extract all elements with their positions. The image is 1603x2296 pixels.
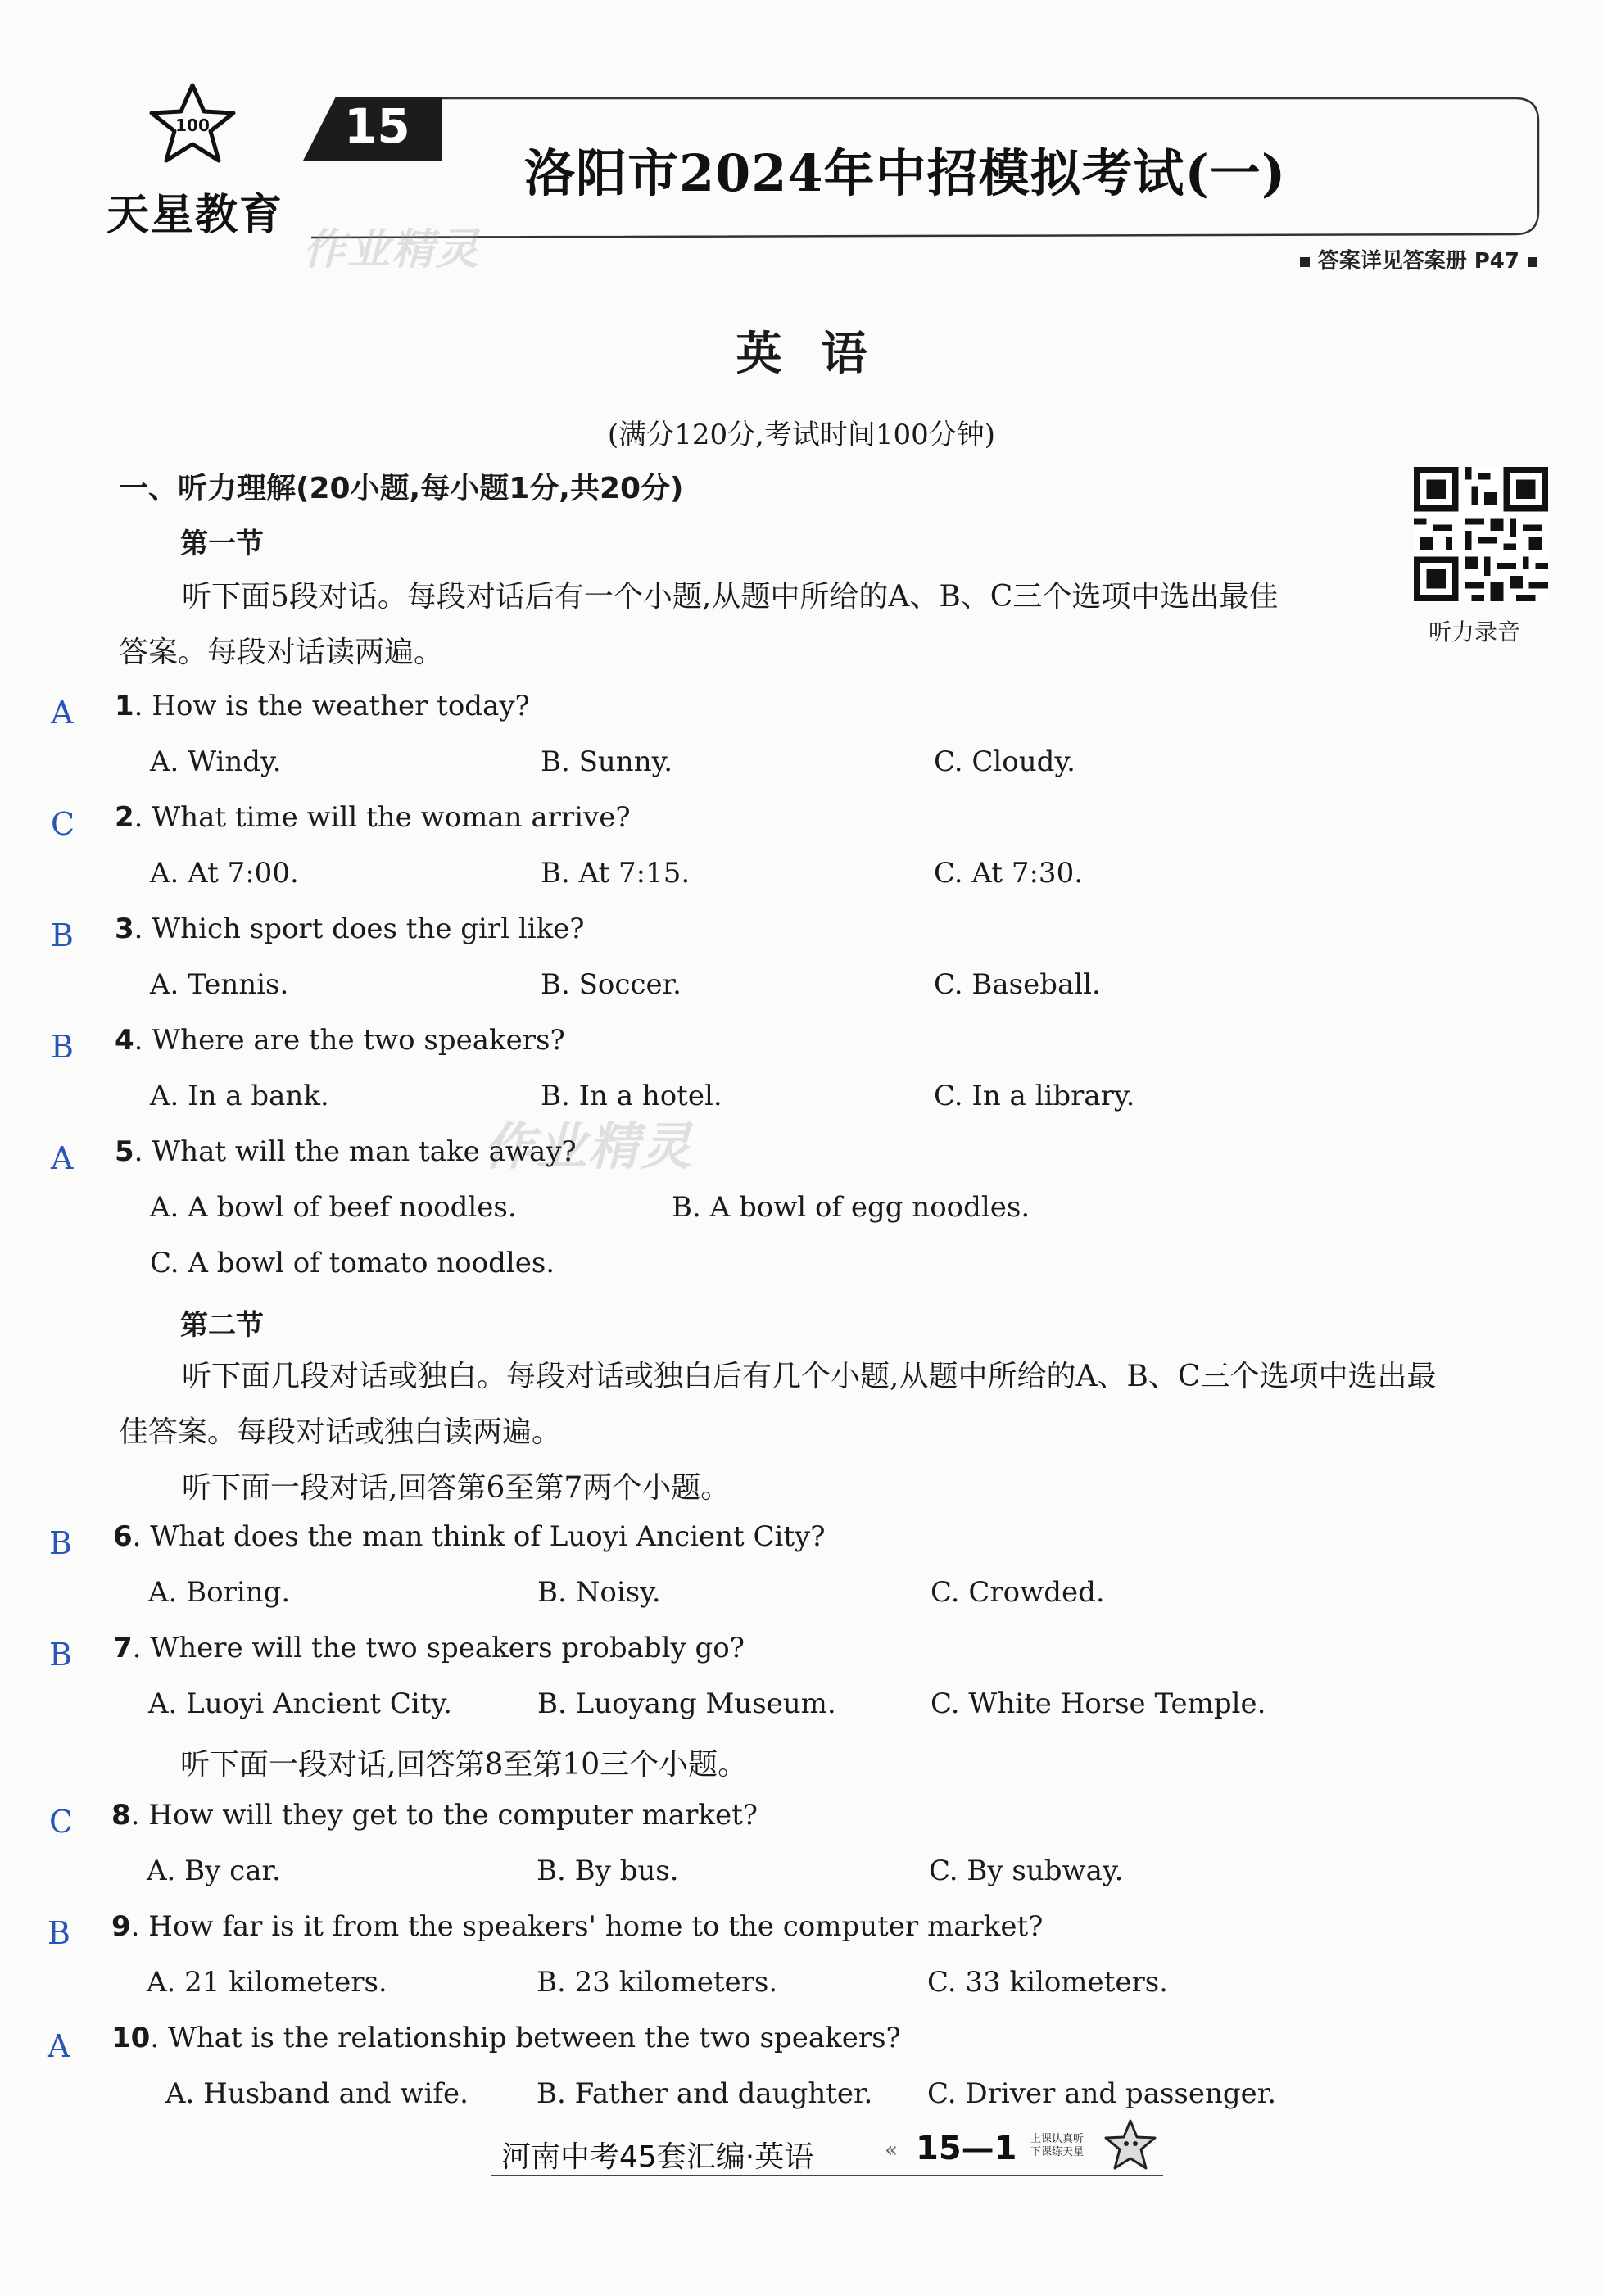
option-c: C. Crowded. xyxy=(931,1576,1105,1609)
question-9 xyxy=(111,1910,1043,1943)
answer-mark: B xyxy=(51,1029,74,1065)
option-c: C. At 7:30. xyxy=(934,857,1084,890)
question-text: . How is the weather today? xyxy=(134,690,530,722)
option-a: A. A bowl of beef noodles. xyxy=(150,1191,517,1224)
option-b: B. A bowl of egg noodles. xyxy=(672,1191,1030,1224)
part1-instruction: 答案。每段对话读两遍。 xyxy=(119,636,444,669)
option-c: C. White Horse Temple. xyxy=(931,1687,1266,1720)
question-number: 4 xyxy=(115,1024,134,1057)
brand-star-logo xyxy=(143,80,242,170)
question-number: 1 xyxy=(115,690,134,722)
svg-text:100: 100 xyxy=(175,115,210,135)
option-a: A. Husband and wife. xyxy=(165,2077,469,2110)
answer-mark: B xyxy=(49,1525,72,1561)
question-text: . What is the relationship between the two speakers? xyxy=(150,2022,901,2054)
question-text: . Where will the two speakers probably go? xyxy=(132,1632,745,1664)
question-7 xyxy=(113,1632,745,1664)
section-heading: 一、听力理解(20小题,每小题1分,共20分) xyxy=(119,472,684,505)
option-a: A. By car. xyxy=(147,1854,281,1887)
option-b: B. By bus. xyxy=(537,1854,679,1887)
mascot-star-icon xyxy=(1102,2117,1159,2175)
part2-instruction: 听下面几段对话或独白。每段对话或独白后有几个小题,从题中所给的A、B、C三个选项中选出最 xyxy=(182,1360,1437,1393)
brand-name: 天星教育 xyxy=(106,191,284,240)
answer-mark: B xyxy=(51,917,74,953)
question-number: 10 xyxy=(111,2022,151,2054)
square-bullet-icon xyxy=(1528,257,1537,267)
qr-caption: 听力录音 xyxy=(1429,618,1521,645)
page-number: 15—1 xyxy=(916,2130,1017,2167)
answer-mark: A xyxy=(51,695,74,731)
answer-mark: B xyxy=(48,1915,70,1951)
answer-reference xyxy=(1292,244,1546,274)
part2-title: 第二节 xyxy=(180,1309,264,1342)
exam-title: 洛阳市2024年中招模拟考试(一) xyxy=(524,143,1287,203)
dialog-instruction: 听下面一段对话,回答第8至第10三个小题。 xyxy=(180,1748,748,1782)
watermark: 作业精灵 xyxy=(303,225,481,274)
slogan-line: 下课练天星 xyxy=(1030,2146,1085,2158)
slogan-line: 上课认真听 xyxy=(1030,2133,1085,2145)
option-c: C. In a library. xyxy=(934,1080,1135,1112)
chevron-left-icon: « xyxy=(885,2138,898,2162)
part2-instruction: 佳答案。每段对话或独白读两遍。 xyxy=(119,1415,562,1449)
footer-divider xyxy=(491,2175,1163,2176)
footer-book-title: 河南中考45套汇编·英语 xyxy=(501,2140,814,2174)
option-a: A. Boring. xyxy=(148,1576,291,1609)
question-text: . What will the man take away? xyxy=(134,1135,577,1168)
option-c: C. 33 kilometers. xyxy=(927,1966,1168,1999)
question-text: . Which sport does the girl like? xyxy=(134,913,585,945)
question-number: 7 xyxy=(113,1632,133,1664)
option-a: A. At 7:00. xyxy=(150,857,299,890)
answer-mark: C xyxy=(49,1804,74,1840)
option-a: A. Luoyi Ancient City. xyxy=(148,1687,452,1720)
answer-mark: B xyxy=(49,1637,72,1673)
part1-title: 第一节 xyxy=(180,528,264,560)
option-c: C. A bowl of tomato noodles. xyxy=(150,1247,555,1279)
question-text: . How will they get to the computer market? xyxy=(130,1799,758,1832)
question-3 xyxy=(115,913,585,945)
qr-code-icon[interactable] xyxy=(1414,467,1548,601)
question-number: 6 xyxy=(113,1520,133,1553)
option-a: A. In a bank. xyxy=(150,1080,329,1112)
answer-reference-text: 答案详见答案册 P47 xyxy=(1317,249,1519,274)
question-text: . What does the man think of Luoyi Ancient City? xyxy=(132,1520,826,1553)
question-8 xyxy=(111,1799,758,1832)
option-c: C. Cloudy. xyxy=(934,745,1075,778)
question-1 xyxy=(115,690,530,722)
option-b: B. Sunny. xyxy=(541,745,673,778)
option-a: A. Tennis. xyxy=(150,968,289,1001)
question-number: 3 xyxy=(115,913,134,945)
square-bullet-icon xyxy=(1300,257,1310,267)
answer-mark: A xyxy=(48,2028,70,2064)
option-b: B. Noisy. xyxy=(537,1576,661,1609)
question-text: . Where are the two speakers? xyxy=(134,1024,565,1057)
footer-slogan xyxy=(1030,2133,1084,2159)
question-number: 9 xyxy=(111,1910,131,1943)
option-a: A. Windy. xyxy=(150,745,282,778)
option-b: B. Soccer. xyxy=(541,968,682,1001)
answer-mark: A xyxy=(51,1140,74,1176)
question-number: 5 xyxy=(115,1135,134,1168)
question-5 xyxy=(115,1135,577,1168)
question-6 xyxy=(113,1520,825,1553)
option-c: C. Driver and passenger. xyxy=(927,2077,1277,2110)
question-4 xyxy=(115,1024,565,1057)
question-number: 2 xyxy=(115,801,134,834)
question-number: 8 xyxy=(111,1799,131,1832)
watermark: 作业精灵 xyxy=(483,1116,694,1176)
question-text: . What time will the woman arrive? xyxy=(134,801,631,834)
option-c: C. Baseball. xyxy=(934,968,1101,1001)
option-b: B. 23 kilometers. xyxy=(537,1966,778,1999)
option-b: B. In a hotel. xyxy=(541,1080,722,1112)
question-10 xyxy=(111,2022,901,2054)
question-text: . How far is it from the speakers' home to the computer market? xyxy=(130,1910,1044,1943)
option-c: C. By subway. xyxy=(929,1854,1124,1887)
question-2 xyxy=(115,801,631,834)
option-b: B. At 7:15. xyxy=(541,857,691,890)
dialog-instruction: 听下面一段对话,回答第6至第7两个小题。 xyxy=(182,1471,731,1505)
issue-number: 15 xyxy=(344,98,410,154)
part1-instruction: 听下面5段对话。每段对话后有一个小题,从题中所给的A、B、C三个选项中选出最佳 xyxy=(182,580,1279,614)
option-b: B. Luoyang Museum. xyxy=(537,1687,836,1720)
subject-title: 英语 xyxy=(736,328,907,381)
score-note: (满分120分,考试时间100分钟) xyxy=(607,419,996,451)
answer-mark: C xyxy=(51,806,75,842)
option-a: A. 21 kilometers. xyxy=(147,1966,387,1999)
option-b: B. Father and daughter. xyxy=(537,2077,873,2110)
